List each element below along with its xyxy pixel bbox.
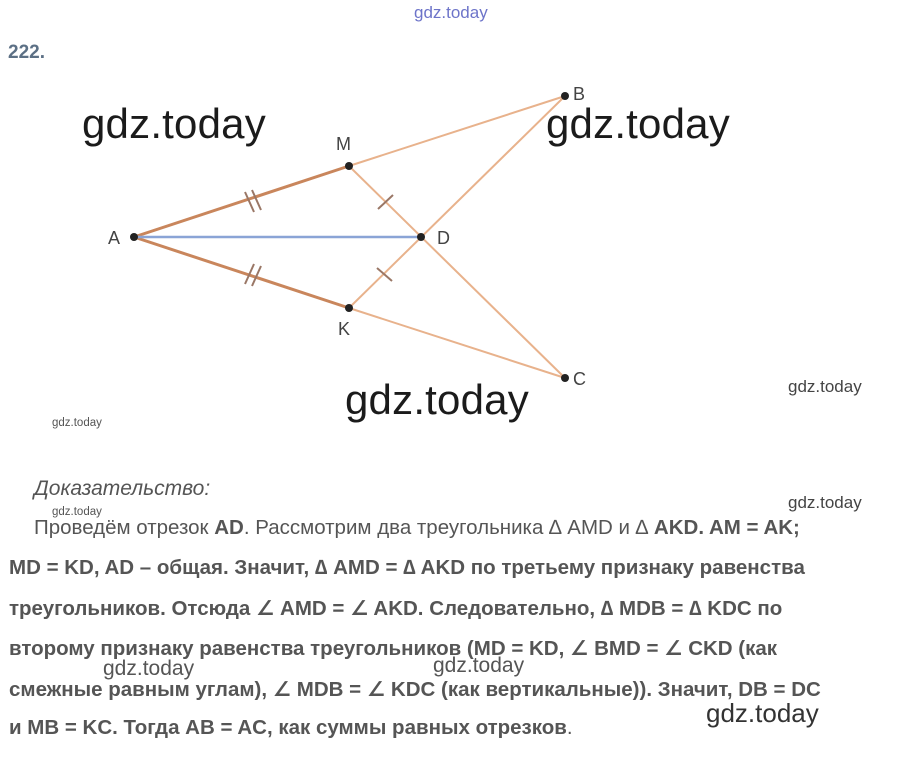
proof-line-2 (9, 556, 902, 580)
proof-line-3-text: треугольников. Отсюда ∠ AMD = ∠ AKD. Следовательно, ∆ MDB = ∆ KDC по (9, 597, 783, 620)
watermark-big-left: gdz.today (82, 100, 266, 147)
proof-line-1-b: AD (214, 516, 244, 539)
segment-AK (134, 237, 349, 308)
proof-line-6-period: . (566, 716, 573, 739)
proof-line-3 (9, 596, 902, 621)
segment-MB (349, 96, 565, 166)
watermark-small-proof: gdz.today (52, 506, 102, 518)
segment-AM (134, 166, 349, 237)
label-C: C (573, 369, 586, 389)
point-C (561, 374, 569, 382)
tick-AM-2 (252, 190, 261, 210)
proof-line-1-d: AKD. AM = AK; (653, 516, 800, 539)
watermark-mid-left: gdz.today (103, 657, 195, 680)
tick-AM-1 (245, 192, 254, 212)
watermark-top: gdz.today (414, 3, 488, 22)
proof-line-4-text: второму признаку равенства треугольников (MD = KD, ∠ BMD = ∠ CKD (как (9, 637, 778, 660)
point-M (345, 162, 353, 170)
watermark-big-right: gdz.today (546, 100, 730, 147)
point-D (417, 233, 425, 241)
point-A (130, 233, 138, 241)
proof-line-5-text: смежные равным углам), ∠ MDB = ∠ KDC (как вертикальные)). Значит, DB = DC (9, 678, 821, 701)
proof-line-2-text: MD = KD, AD – общая. Значит, ∆ AMD = ∆ AKD по третьему признаку равенства (9, 556, 805, 579)
watermark-lg-right: gdz.today (706, 698, 819, 728)
watermark-small-right: gdz.today (788, 377, 862, 396)
segment-KC (349, 308, 565, 378)
proof-line-1-c: . Рассмотрим два треугольника ∆ AMD и ∆ (243, 516, 654, 539)
point-B (561, 92, 569, 100)
label-D: D (437, 228, 450, 248)
point-K (345, 304, 353, 312)
label-A: A (108, 228, 121, 248)
proof-heading: Доказательство: (34, 477, 211, 500)
proof-line-6-text: и MB = KC. Тогда AB = AC, как суммы равных отрезков (9, 716, 567, 739)
proof-line-1-a: Проведём отрезок (34, 516, 215, 539)
watermark-big-bottom: gdz.today (345, 376, 529, 423)
label-K: K (338, 319, 351, 339)
proof-line-1 (34, 516, 904, 540)
problem-number: 222. (8, 42, 45, 63)
watermark-small-left: gdz.today (52, 417, 102, 429)
label-M: M (336, 134, 351, 154)
watermark-small-proof-right: gdz.today (788, 493, 862, 512)
watermark-mid-center: gdz.today (433, 654, 525, 677)
label-B: B (573, 84, 586, 104)
segment-KB (349, 96, 565, 308)
